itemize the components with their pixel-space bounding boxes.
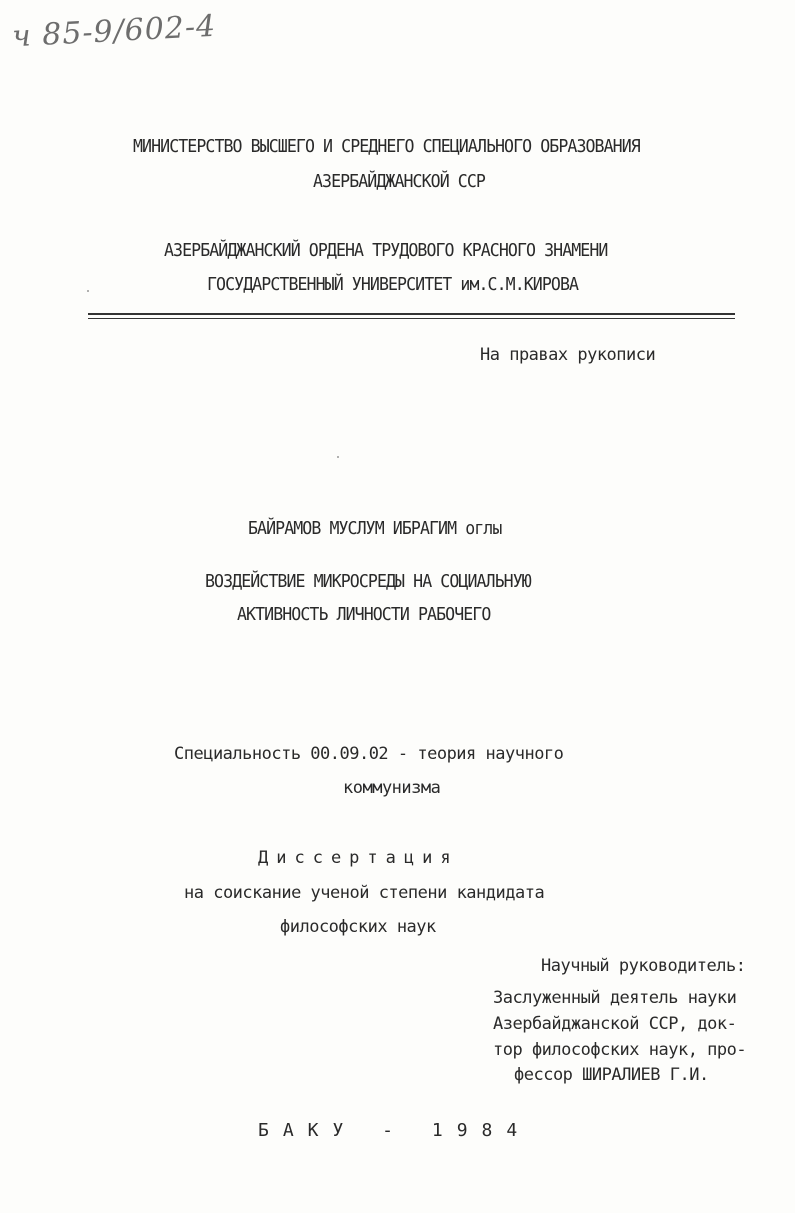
- degree-line-1: на соискание ученой степени кандидата: [184, 883, 545, 903]
- supervisor-label: Научный руководитель:: [541, 956, 746, 976]
- ministry-line-2: АЗЕРБАЙДЖАНСКОЙ ССР: [313, 171, 485, 192]
- specialty-line-2: коммунизма: [343, 778, 441, 798]
- header-divider-top: [88, 313, 735, 315]
- place-and-year: БАКУ - 1984: [258, 1120, 532, 1141]
- header-divider-bottom: [88, 318, 735, 319]
- university-line-1: АЗЕРБАЙДЖАНСКИЙ ОРДЕНА ТРУДОВОГО КРАСНОГО ЗНАМЕНИ: [164, 240, 608, 261]
- university-line-2: ГОСУДАРСТВЕННЫЙ УНИВЕРСИТЕТ им.С.М.КИРОВА: [207, 274, 579, 295]
- archive-handwritten-mark: ч 85-9/602-4: [11, 8, 217, 55]
- supervisor-line-3: тор философских наук, про-: [493, 1040, 747, 1060]
- manuscript-note: На правах рукописи: [480, 345, 656, 365]
- thesis-title-line-1: ВОЗДЕЙСТВИЕ МИКРОСРЕДЫ НА СОЦИАЛЬНУЮ: [205, 571, 531, 592]
- supervisor-line-1: Заслуженный деятель науки: [493, 988, 737, 1008]
- paper-speck: [337, 456, 339, 458]
- dissertation-heading: Диссертация: [258, 848, 459, 868]
- author-name: БАЙРАМОВ МУСЛУМ ИБРАГИМ оглы: [248, 518, 502, 539]
- supervisor-line-4: фессор ШИРАЛИЕВ Г.И.: [514, 1065, 709, 1085]
- specialty-line-1: Специальность 00.09.02 - теория научного: [174, 744, 564, 764]
- supervisor-line-2: Азербайджанской ССР, док-: [493, 1014, 737, 1034]
- thesis-title-line-2: АКТИВНОСТЬ ЛИЧНОСТИ РАБОЧЕГО: [237, 604, 491, 625]
- ministry-line-1: МИНИСТЕРСТВО ВЫСШЕГО И СРЕДНЕГО СПЕЦИАЛЬНОГО ОБРАЗОВАНИЯ: [133, 136, 640, 157]
- degree-line-2: философских наук: [280, 917, 436, 937]
- paper-speck: [87, 290, 89, 292]
